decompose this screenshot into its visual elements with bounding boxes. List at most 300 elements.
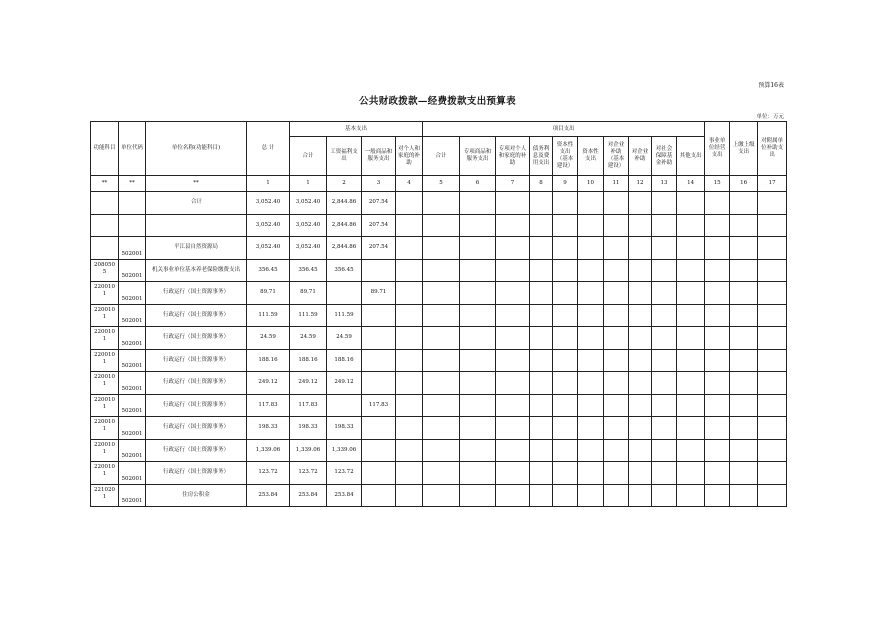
empty-cell: [530, 282, 553, 305]
empty-cell: [677, 192, 705, 215]
table-row: [91, 484, 787, 507]
unit-name-cell: 行政运行（国土资源事务）: [146, 349, 247, 372]
table-row: [91, 259, 787, 282]
empty-cell: [705, 372, 730, 395]
unit-code-cell: 502001: [119, 237, 146, 260]
unit-code-cell: 502001: [119, 282, 146, 305]
empty-cell: [553, 304, 578, 327]
empty-cell: [423, 417, 460, 440]
empty-cell: [677, 327, 705, 350]
empty-cell: [758, 372, 787, 395]
empty-cell: [677, 484, 705, 507]
goods-cell: 207.54: [362, 237, 396, 260]
wage-cell: [327, 394, 362, 417]
unit-name-cell: 机关事业单位基本养老保险缴费支出: [146, 259, 247, 282]
empty-cell: [423, 462, 460, 485]
basic-sum-cell: 117.83: [290, 394, 327, 417]
empty-cell: [553, 462, 578, 485]
empty-cell: [677, 462, 705, 485]
personal-cell: [396, 394, 423, 417]
personal-cell: [396, 327, 423, 350]
empty-cell: [553, 439, 578, 462]
header-proj-social: 对社会保障基金补助: [652, 137, 677, 176]
empty-cell: [460, 259, 496, 282]
goods-cell: 117.83: [362, 394, 396, 417]
empty-cell: [677, 304, 705, 327]
empty-cell: [460, 214, 496, 237]
basic-sum-cell: 3,052.40: [290, 214, 327, 237]
empty-cell: [530, 304, 553, 327]
empty-cell: [553, 192, 578, 215]
total-cell: 89.71: [247, 282, 290, 305]
goods-cell: 89.71: [362, 282, 396, 305]
empty-cell: [423, 192, 460, 215]
empty-cell: [423, 327, 460, 350]
total-cell: 198.33: [247, 417, 290, 440]
empty-cell: [578, 237, 604, 260]
empty-cell: [758, 394, 787, 417]
empty-cell: [496, 282, 530, 305]
personal-cell: [396, 462, 423, 485]
col-number: 1: [290, 176, 327, 192]
unit-name-cell: 行政运行（国土资源事务）: [146, 462, 247, 485]
empty-cell: [604, 304, 629, 327]
empty-cell: [652, 349, 677, 372]
empty-cell: [758, 349, 787, 372]
empty-cell: [652, 484, 677, 507]
empty-cell: [553, 349, 578, 372]
empty-cell: [578, 327, 604, 350]
empty-cell: [460, 327, 496, 350]
basic-sum-cell: 24.59: [290, 327, 327, 350]
empty-cell: [705, 304, 730, 327]
empty-cell: [530, 214, 553, 237]
empty-cell: [604, 372, 629, 395]
personal-cell: [396, 259, 423, 282]
unit-name-cell: 行政运行（国土资源事务）: [146, 282, 247, 305]
basic-sum-cell: 3,052.40: [290, 237, 327, 260]
col-number: 17: [758, 176, 787, 192]
col-number: 16: [730, 176, 758, 192]
header-proj-sum: 合计: [423, 137, 460, 176]
empty-cell: [629, 192, 652, 215]
empty-cell: [758, 484, 787, 507]
empty-cell: [530, 484, 553, 507]
header-proj-goods: 专项商品和服务支出: [460, 137, 496, 176]
empty-cell: [705, 484, 730, 507]
table-row: [91, 304, 787, 327]
unit-code-cell: 502001: [119, 259, 146, 282]
empty-cell: [604, 394, 629, 417]
empty-cell: [652, 417, 677, 440]
empty-cell: [677, 417, 705, 440]
empty-cell: [705, 259, 730, 282]
empty-cell: [423, 259, 460, 282]
col-number: 13: [652, 176, 677, 192]
header-basic-goods: 一般商品和服务支出: [362, 137, 396, 176]
unit-name-cell: 行政运行（国土资源事务）: [146, 439, 247, 462]
empty-cell: [423, 349, 460, 372]
func-code-cell: 2080505: [91, 259, 119, 282]
empty-cell: [705, 237, 730, 260]
wage-cell: 356.45: [327, 259, 362, 282]
unit-name-cell: 行政运行（国土资源事务）: [146, 417, 247, 440]
empty-cell: [423, 304, 460, 327]
col-number: **: [146, 176, 247, 192]
col-number: 15: [705, 176, 730, 192]
empty-cell: [629, 237, 652, 260]
empty-cell: [629, 214, 652, 237]
empty-cell: [758, 417, 787, 440]
header-biz-operation: 事业单位经营支出: [705, 122, 730, 176]
total-cell: 1,339.06: [247, 439, 290, 462]
empty-cell: [758, 282, 787, 305]
func-code-cell: [91, 237, 119, 260]
empty-cell: [705, 417, 730, 440]
empty-cell: [496, 192, 530, 215]
header-basic-group: 基本支出: [290, 122, 423, 137]
empty-cell: [423, 282, 460, 305]
empty-cell: [553, 484, 578, 507]
header-unit-name: 单位名称(功能科目): [146, 122, 247, 176]
empty-cell: [652, 214, 677, 237]
col-number: 3: [362, 176, 396, 192]
empty-cell: [705, 214, 730, 237]
empty-cell: [578, 192, 604, 215]
goods-cell: 207.54: [362, 192, 396, 215]
empty-cell: [604, 237, 629, 260]
empty-cell: [496, 372, 530, 395]
empty-cell: [578, 214, 604, 237]
budget-table: [90, 121, 787, 507]
total-cell: 356.45: [247, 259, 290, 282]
func-code-cell: 2210201: [91, 484, 119, 507]
total-cell: 3,052.40: [247, 237, 290, 260]
unit-code-cell: 502001: [119, 462, 146, 485]
empty-cell: [629, 259, 652, 282]
empty-cell: [530, 394, 553, 417]
empty-cell: [758, 439, 787, 462]
table-row: [91, 282, 787, 305]
total-cell: 123.72: [247, 462, 290, 485]
header-basic-personal: 对个人和家庭的补助: [396, 137, 423, 176]
empty-cell: [496, 214, 530, 237]
goods-cell: 207.54: [362, 214, 396, 237]
empty-cell: [460, 417, 496, 440]
empty-cell: [553, 214, 578, 237]
empty-cell: [553, 372, 578, 395]
header-proj-debt: 债务利息及费用支出: [530, 137, 553, 176]
personal-cell: [396, 417, 423, 440]
basic-sum-cell: 253.84: [290, 484, 327, 507]
empty-cell: [460, 304, 496, 327]
empty-cell: [730, 417, 758, 440]
empty-cell: [652, 327, 677, 350]
table-row: [91, 462, 787, 485]
empty-cell: [652, 372, 677, 395]
empty-cell: [604, 349, 629, 372]
goods-cell: [362, 417, 396, 440]
empty-cell: [423, 394, 460, 417]
empty-cell: [677, 282, 705, 305]
wage-cell: 2,844.86: [327, 214, 362, 237]
page-title: 公共财政拨款—经费拨款支出预算表: [359, 96, 516, 107]
empty-cell: [629, 304, 652, 327]
col-number: 8: [530, 176, 553, 192]
table-row: [91, 372, 787, 395]
empty-cell: [677, 237, 705, 260]
empty-cell: [677, 394, 705, 417]
empty-cell: [578, 484, 604, 507]
empty-cell: [460, 192, 496, 215]
total-cell: 3,052.40: [247, 214, 290, 237]
empty-cell: [496, 259, 530, 282]
empty-cell: [578, 282, 604, 305]
unit-code-cell: 502001: [119, 484, 146, 507]
col-number: 7: [496, 176, 530, 192]
wage-cell: 123.72: [327, 462, 362, 485]
personal-cell: [396, 372, 423, 395]
unit-name-cell: 合计: [146, 192, 247, 215]
empty-cell: [677, 372, 705, 395]
basic-sum-cell: 188.16: [290, 349, 327, 372]
wage-cell: 111.59: [327, 304, 362, 327]
empty-cell: [629, 372, 652, 395]
goods-cell: [362, 484, 396, 507]
wage-cell: 1,339.06: [327, 439, 362, 462]
empty-cell: [730, 372, 758, 395]
empty-cell: [629, 439, 652, 462]
wage-cell: 2,844.86: [327, 192, 362, 215]
empty-cell: [553, 327, 578, 350]
empty-cell: [705, 192, 730, 215]
basic-sum-cell: 1,339.06: [290, 439, 327, 462]
unit-name-cell: 住房公积金: [146, 484, 247, 507]
func-code-cell: 2200101: [91, 372, 119, 395]
empty-cell: [652, 282, 677, 305]
header-project-group: 项目支出: [423, 122, 705, 137]
empty-cell: [496, 327, 530, 350]
empty-cell: [730, 259, 758, 282]
personal-cell: [396, 439, 423, 462]
empty-cell: [423, 372, 460, 395]
empty-cell: [629, 327, 652, 350]
empty-cell: [730, 304, 758, 327]
basic-sum-cell: 123.72: [290, 462, 327, 485]
func-code-cell: 2200101: [91, 282, 119, 305]
unit-name-cell: 行政运行（国土资源事务）: [146, 327, 247, 350]
empty-cell: [460, 372, 496, 395]
basic-sum-cell: 249.12: [290, 372, 327, 395]
unit-name-cell: 行政运行（国土资源事务）: [146, 394, 247, 417]
empty-cell: [553, 417, 578, 440]
empty-cell: [530, 462, 553, 485]
unit-code-cell: 502001: [119, 394, 146, 417]
empty-cell: [604, 439, 629, 462]
empty-cell: [553, 282, 578, 305]
empty-cell: [705, 462, 730, 485]
unit-name-cell: 平江县自然资源局: [146, 237, 247, 260]
unit-code-cell: [119, 192, 146, 215]
empty-cell: [496, 237, 530, 260]
personal-cell: [396, 214, 423, 237]
empty-cell: [629, 462, 652, 485]
table-row: [91, 349, 787, 372]
empty-cell: [460, 282, 496, 305]
goods-cell: [362, 462, 396, 485]
empty-cell: [629, 484, 652, 507]
header-proj-capital-infra: 资本性支出（基本建设）: [553, 137, 578, 176]
func-code-cell: 2200101: [91, 327, 119, 350]
empty-cell: [530, 439, 553, 462]
empty-cell: [553, 394, 578, 417]
func-code-cell: 2200101: [91, 304, 119, 327]
empty-cell: [758, 327, 787, 350]
personal-cell: [396, 349, 423, 372]
table-row: [91, 192, 787, 215]
header-subordinate: 对附属单位补助支出: [758, 122, 787, 176]
col-number: 10: [578, 176, 604, 192]
col-number: 1: [247, 176, 290, 192]
empty-cell: [423, 439, 460, 462]
empty-cell: [604, 327, 629, 350]
empty-cell: [530, 237, 553, 260]
unit-code-cell: 502001: [119, 327, 146, 350]
empty-cell: [629, 417, 652, 440]
total-cell: 24.59: [247, 327, 290, 350]
unit-code-cell: [119, 214, 146, 237]
basic-sum-cell: 89.71: [290, 282, 327, 305]
personal-cell: [396, 192, 423, 215]
empty-cell: [604, 417, 629, 440]
empty-cell: [578, 462, 604, 485]
col-number: **: [91, 176, 119, 192]
header-proj-other: 其他支出: [677, 137, 705, 176]
empty-cell: [553, 237, 578, 260]
empty-cell: [578, 304, 604, 327]
empty-cell: [677, 349, 705, 372]
empty-cell: [496, 417, 530, 440]
empty-cell: [677, 439, 705, 462]
empty-cell: [652, 304, 677, 327]
empty-cell: [730, 462, 758, 485]
goods-cell: [362, 372, 396, 395]
empty-cell: [652, 394, 677, 417]
empty-cell: [629, 349, 652, 372]
empty-cell: [530, 417, 553, 440]
basic-sum-cell: 111.59: [290, 304, 327, 327]
empty-cell: [705, 282, 730, 305]
header-basic-wage: 工资福利支出: [327, 137, 362, 176]
total-cell: 117.83: [247, 394, 290, 417]
unit-name-cell: [146, 214, 247, 237]
personal-cell: [396, 484, 423, 507]
empty-cell: [496, 439, 530, 462]
table-row: [91, 417, 787, 440]
col-number: 14: [677, 176, 705, 192]
empty-cell: [730, 484, 758, 507]
basic-sum-cell: 3,052.40: [290, 192, 327, 215]
empty-cell: [604, 259, 629, 282]
unit-code-cell: 502001: [119, 439, 146, 462]
header-basic-sum: 合计: [290, 137, 327, 176]
total-cell: 253.84: [247, 484, 290, 507]
table-row: [91, 237, 787, 260]
header-turn-over: 上缴上级支出: [730, 122, 758, 176]
header-proj-personal: 专项对个人和家庭的补助: [496, 137, 530, 176]
empty-cell: [496, 349, 530, 372]
form-number: 预算16表: [758, 82, 784, 89]
personal-cell: [396, 237, 423, 260]
empty-cell: [604, 192, 629, 215]
header-unit-code: 单位代码: [119, 122, 146, 176]
column-number-row: [91, 176, 787, 192]
col-number: 12: [629, 176, 652, 192]
empty-cell: [705, 327, 730, 350]
col-number: 11: [604, 176, 629, 192]
empty-cell: [530, 349, 553, 372]
empty-cell: [652, 259, 677, 282]
header-func-code: 功能科目: [91, 122, 119, 176]
unit-name-cell: 行政运行（国土资源事务）: [146, 304, 247, 327]
wage-cell: 198.33: [327, 417, 362, 440]
personal-cell: [396, 304, 423, 327]
empty-cell: [604, 484, 629, 507]
col-number: 4: [396, 176, 423, 192]
func-code-cell: 2200101: [91, 349, 119, 372]
unit-code-cell: 502001: [119, 417, 146, 440]
unit-code-cell: 502001: [119, 372, 146, 395]
empty-cell: [705, 439, 730, 462]
empty-cell: [578, 372, 604, 395]
empty-cell: [460, 439, 496, 462]
wage-cell: 249.12: [327, 372, 362, 395]
func-code-cell: [91, 192, 119, 215]
basic-sum-cell: 198.33: [290, 417, 327, 440]
unit-name-cell: 行政运行（国土资源事务）: [146, 372, 247, 395]
unit-label: 单位：万元: [756, 114, 784, 120]
empty-cell: [496, 462, 530, 485]
col-number: 9: [553, 176, 578, 192]
empty-cell: [758, 304, 787, 327]
empty-cell: [629, 394, 652, 417]
table-row: [91, 439, 787, 462]
unit-code-cell: 502001: [119, 349, 146, 372]
col-number: **: [119, 176, 146, 192]
wage-cell: [327, 282, 362, 305]
empty-cell: [460, 349, 496, 372]
empty-cell: [677, 259, 705, 282]
empty-cell: [652, 462, 677, 485]
empty-cell: [530, 372, 553, 395]
empty-cell: [730, 192, 758, 215]
empty-cell: [705, 394, 730, 417]
empty-cell: [423, 214, 460, 237]
wage-cell: 253.84: [327, 484, 362, 507]
goods-cell: [362, 327, 396, 350]
wage-cell: 188.16: [327, 349, 362, 372]
empty-cell: [758, 462, 787, 485]
empty-cell: [730, 394, 758, 417]
header-proj-enterprise-infra: 对企业补助（基本建设）: [604, 137, 629, 176]
goods-cell: [362, 304, 396, 327]
total-cell: 3,052.40: [247, 192, 290, 215]
empty-cell: [604, 282, 629, 305]
empty-cell: [578, 439, 604, 462]
basic-sum-cell: 356.45: [290, 259, 327, 282]
goods-cell: [362, 439, 396, 462]
wage-cell: 24.59: [327, 327, 362, 350]
